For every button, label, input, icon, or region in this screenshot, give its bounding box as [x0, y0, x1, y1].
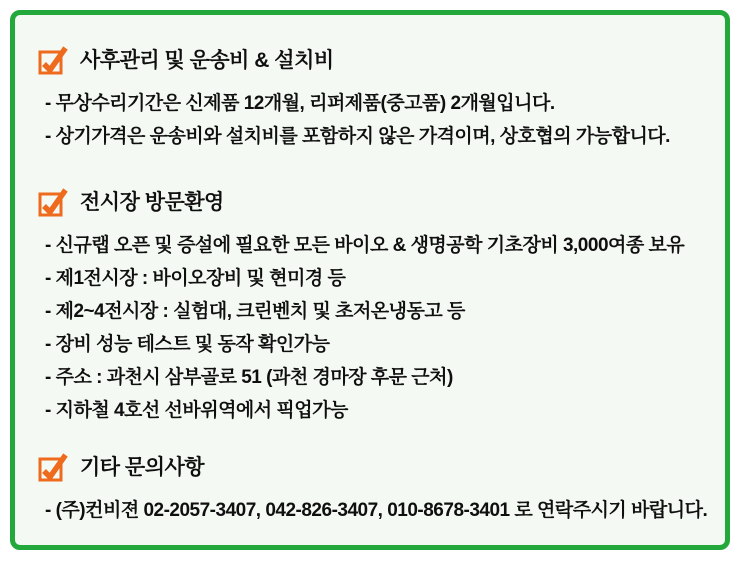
section-title-row: [38, 452, 707, 482]
notice-line: - 장비 성능 테스트 및 동작 확인가능: [45, 334, 330, 355]
notice-line: - 신규랩 오픈 및 증설에 필요한 모든 바이오 & 생명공학 기초장비 3,000여종 보유: [45, 235, 685, 256]
section-items: [45, 494, 707, 527]
notice-line: - 상기가격은 운송비와 설치비를 포함하지 않은 가격이며, 상호협의 가능합니다.: [45, 126, 670, 147]
section-aftercare-shipping: [45, 45, 707, 153]
checked-checkbox-icon: [38, 187, 68, 217]
section-items: [45, 229, 707, 427]
notice-line: - 제1전시장 : 바이오장비 및 현미경 등: [45, 268, 346, 289]
section-showroom-visit: [45, 187, 707, 427]
section-title: 전시장 방문환영: [80, 191, 224, 214]
section-title-row: [38, 45, 707, 75]
notice-line: - 주소 : 과천시 삼부골로 51 (과천 경마장 후문 근처): [45, 367, 453, 388]
section-title: 사후관리 및 운송비 & 설치비: [80, 49, 334, 72]
section-other-inquiries: [45, 452, 707, 527]
notice-line: - (주)컨비젼 02-2057-3407, 042-826-3407, 010-8678-3401 로 연락주시기 바랍니다.: [45, 500, 708, 521]
checked-checkbox-icon: [38, 452, 68, 482]
notice-frame: [10, 10, 730, 550]
notice-line: - 제2~4전시장 : 실험대, 크린벤치 및 초저온냉동고 등: [45, 301, 465, 322]
checked-checkbox-icon: [38, 45, 68, 75]
notice-line: - 무상수리기간은 신제품 12개월, 리퍼제품(중고품) 2개월입니다.: [45, 93, 555, 114]
section-items: [45, 87, 707, 153]
section-title-row: [38, 187, 707, 217]
section-title: 기타 문의사항: [80, 456, 205, 479]
notice-line: - 지하철 4호선 선바위역에서 픽업가능: [45, 400, 348, 421]
